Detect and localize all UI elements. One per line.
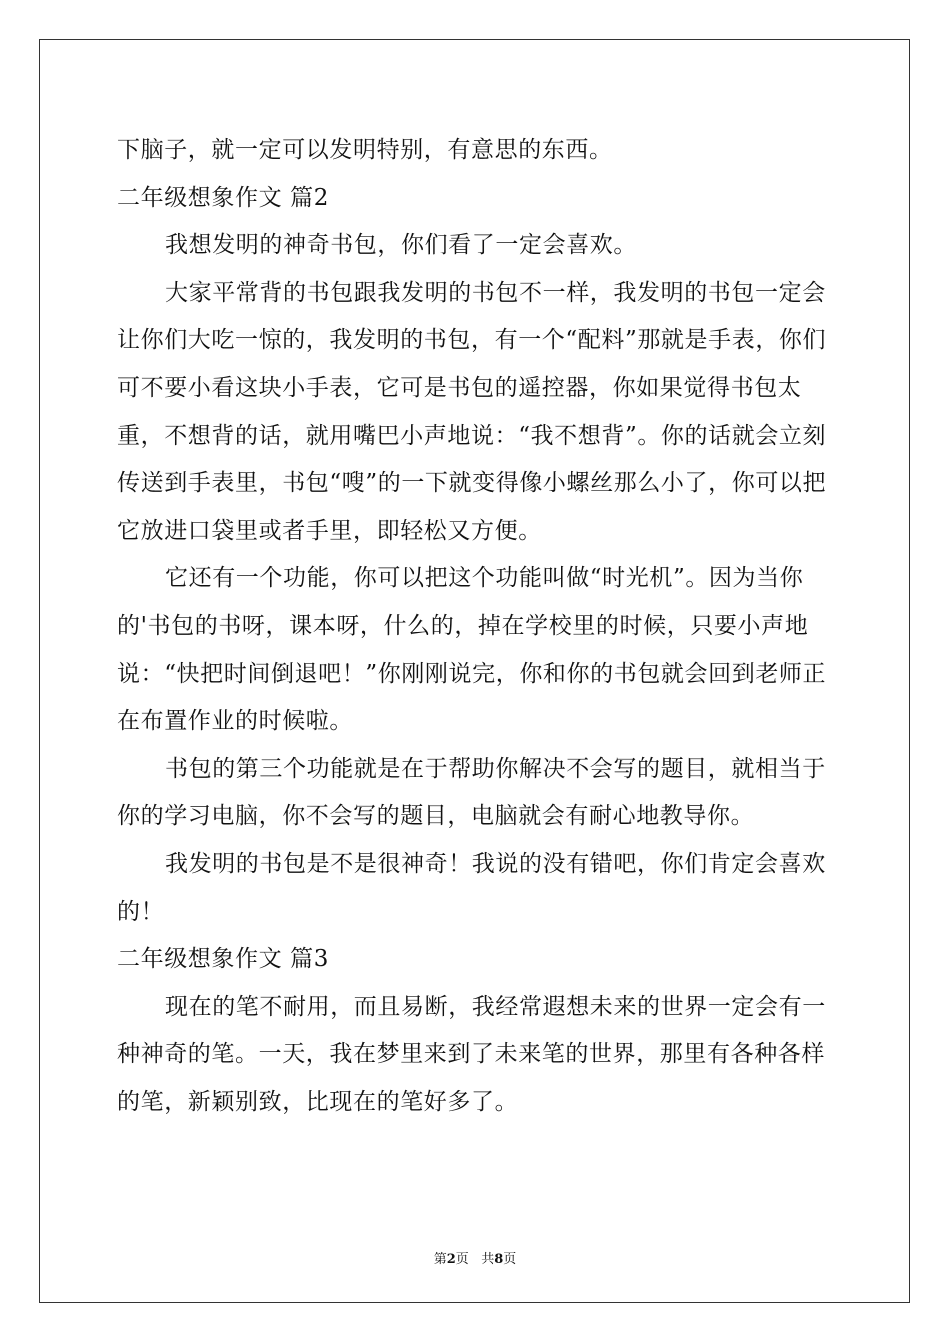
- document-body: [117, 127, 833, 1126]
- paragraph: 大家平常背的书包跟我发明的书包不一样，我发明的书包一定会让你们大吃一惊的，我发明的书包，有一个“配料”那就是手表，你们可不要小看这块小手表，它可是书包的遥控器，你如果觉得书包太重，不想背的话，就用嘴巴小声地说：“我不想背”。你的话就会立刻传送到手表里，书包“嗖”的一下就变得像小螺丝那么小了，你可以把它放进口袋里或者手里，即轻松又方便。: [117, 279, 827, 544]
- footer-middle: 页 共: [455, 1252, 495, 1267]
- page-footer: [0, 1248, 950, 1267]
- paragraph: 书包的第三个功能就是在于帮助你解决不会写的题目，就相当于你的学习电脑，你不会写的题目，电脑就会有耐心地教导你。: [117, 755, 826, 830]
- paragraph: 我发明的书包是不是很神奇！我说的没有错吧，你们肯定会喜欢的！: [117, 850, 826, 925]
- continuation-text: 下脑子，就一定可以发明特别，有意思的东西。: [117, 137, 613, 163]
- paragraph: 它还有一个功能，你可以把这个功能叫做“时光机”。因为当你的'书包的书呀，课本呀，什么的，掉在学校里的时候，只要小声地说：“快把时间倒退吧！”你刚刚说完，你和你的书包就会回到老师正在布置作业的时候啦。: [117, 565, 827, 735]
- section-heading-2: 二年级想象作文 篇2: [117, 184, 329, 211]
- footer-total-pages: 8: [494, 1252, 504, 1267]
- paragraph: 我想发明的神奇书包，你们看了一定会喜欢。: [165, 232, 637, 259]
- footer-suffix: 页: [503, 1252, 517, 1267]
- footer-prefix: 第: [433, 1252, 447, 1267]
- footer-page-number: 2: [446, 1252, 456, 1267]
- paragraph: 现在的笔不耐用，而且易断，我经常遐想未来的世界一定会有一种神奇的笔。一天，我在梦里来到了未来笔的世界，那里有各种各样的笔，新颖别致，比现在的笔好多了。: [117, 993, 826, 1115]
- section-heading-3: 二年级想象作文 篇3: [117, 946, 329, 973]
